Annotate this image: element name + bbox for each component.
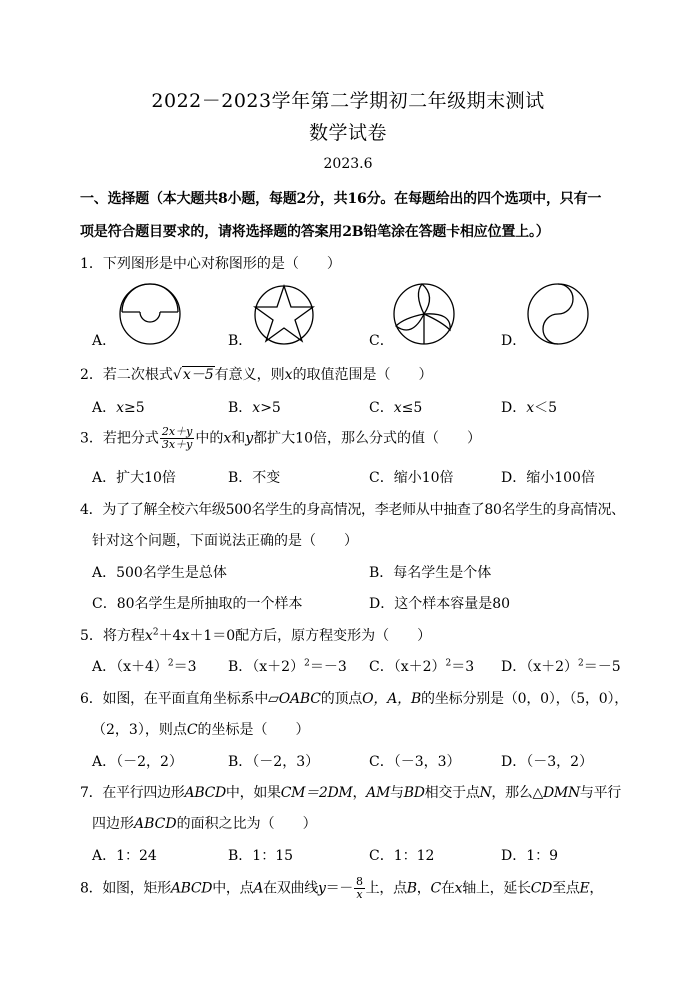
question-1 — [80, 253, 341, 273]
circle-with-petals-icon — [392, 282, 456, 346]
option-b: B．x>5 — [228, 400, 281, 416]
fraction: $\frac{8}{x}$ — [355, 875, 363, 901]
option-a: A．$(x+4)^2=3$ — [92, 658, 197, 675]
question-text: 若把分式 — [102, 430, 159, 447]
option-b: B．（－2，3） — [228, 754, 320, 770]
question-3: 3．若把分式 $\frac{2x+y}{3x+y}$ 中的x和y都扩大10倍，那么分式的值（ ） — [80, 425, 481, 451]
option-b: B．1：15 — [228, 848, 294, 864]
exam-title: 2022－2023学年第二学期初二年级期末测试 — [151, 90, 545, 112]
question-4 — [80, 499, 625, 519]
option-a: A．扩大10倍 — [92, 470, 176, 486]
question-number: 2． — [80, 367, 103, 383]
option-c: C． — [369, 333, 394, 349]
option-d: D．（－3，2） — [501, 754, 594, 770]
exam-subtitle: 数学试卷 — [308, 122, 387, 144]
circle-with-star-icon — [252, 282, 316, 346]
option-c: C．x≤5 — [369, 400, 423, 416]
option-a: A． — [92, 333, 117, 349]
option-d: D．$(x+2)^2=-5$ — [501, 658, 621, 675]
question-number: 1． — [80, 256, 103, 272]
question-text: 下列图形是中心对称图形的是（ ） — [102, 256, 341, 272]
circle-with-arch-icon — [118, 282, 182, 346]
question-text: 为了了解全校六年级500名学生的身高情况，李老师从中抽查了80名学生的身高情况、 — [102, 502, 625, 518]
option-d: D．x＜5 — [501, 400, 558, 416]
option-d: D．1：9 — [501, 848, 559, 864]
option-a: A．500名学生是总体 — [92, 565, 227, 581]
option-b: B． — [228, 333, 253, 349]
question-6-line2: （2，3），则点C的坐标是（ ） — [92, 722, 310, 738]
option-a: A．1：24 — [92, 848, 157, 864]
variable: x — [284, 367, 293, 383]
question-number: 8． — [80, 880, 103, 897]
option-d: D． — [501, 333, 527, 349]
question-4-line2: 针对这个问题，下面说法正确的是（ ） — [92, 533, 358, 549]
option-d: D．缩小100倍 — [501, 470, 595, 486]
question-number: 7． — [80, 785, 103, 801]
section-intro-line2: 项是符合题目要求的，请将选择题的答案用2B铅笔涂在答题卡相应位置上。） — [80, 224, 550, 240]
section-intro-line1: 一、选择题（本大题共8小题，每题2分，共16分。在每题给出的四个选项中，只有一 — [80, 191, 602, 207]
option-a: A．（－2，2） — [92, 754, 183, 770]
question-number: 5． — [80, 628, 103, 644]
question-number: 6． — [80, 691, 103, 707]
option-b: B．$(x+2)^2=-3$ — [228, 658, 347, 675]
question-text: 若二次根式 — [102, 367, 173, 383]
option-b: B．不变 — [228, 470, 281, 486]
option-c: C．$(x+2)^2=3$ — [369, 658, 475, 675]
option-a: A．x≥5 — [92, 400, 145, 416]
option-c: C．缩小10倍 — [369, 470, 454, 486]
option-c: C．（－3，3） — [369, 754, 461, 770]
question-7-line2: 四边形ABCD的面积之比为（ ） — [92, 816, 317, 832]
question-5: 5．将方程$x^2+4x+1=0$配方后，原方程变形为（ ） — [80, 627, 432, 644]
option-c: C．1：12 — [369, 848, 435, 864]
option-c: C．80名学生是所抽取的一个样本 — [92, 596, 303, 612]
question-number: 4． — [80, 502, 103, 518]
question-text: 有意义，则 — [214, 367, 285, 383]
question-2: 2．若二次根式√x－5有意义，则x的取值范围是（ ） — [80, 367, 433, 383]
question-number: 3． — [80, 430, 103, 447]
question-7: 7．在平行四边形ABCD中，如果CM＝2DM，AM与BD相交于点N，那么△DMN与平行 — [80, 785, 622, 801]
fraction: $\frac{2x+y}{3x+y}$ — [161, 425, 193, 451]
option-d: D．这个样本容量是80 — [369, 596, 511, 612]
circle-with-s-curve-icon — [526, 282, 590, 346]
exam-date: 2023.6 — [323, 156, 373, 172]
question-text: 的取值范围是（ ） — [292, 367, 433, 383]
question-8: 8．如图，矩形ABCD中，点A在双曲线y＝－ $\frac{8}{x}$ 上，点B，C在x轴上，延长CD至点E， — [80, 875, 604, 901]
option-b: B．每名学生是个体 — [369, 565, 492, 581]
question-6: 6．如图，在平面直角坐标系中▱OABC的顶点O，A，B的坐标分别是（0，0），（5，0）， — [80, 691, 629, 707]
radicand: x－5 — [182, 367, 214, 383]
